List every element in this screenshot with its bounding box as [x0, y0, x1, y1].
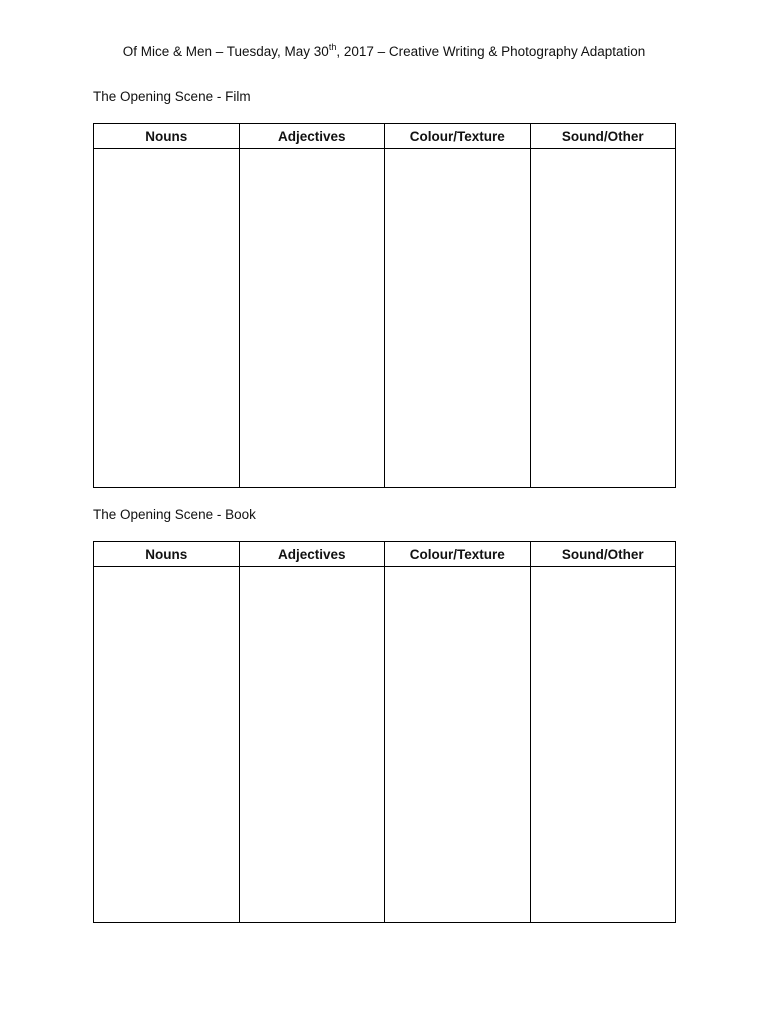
book-notes-table	[93, 541, 676, 923]
column-header-nouns: Nouns	[94, 124, 240, 149]
table-row	[94, 149, 676, 488]
title-date-suffix: th	[328, 41, 337, 52]
adjectives-cell[interactable]	[239, 567, 385, 923]
adjectives-cell[interactable]	[239, 149, 385, 488]
column-header-sound-other: Sound/Other	[530, 542, 676, 567]
column-header-adjectives: Adjectives	[239, 124, 385, 149]
nouns-cell[interactable]	[94, 149, 240, 488]
column-header-colour-texture: Colour/Texture	[385, 124, 531, 149]
table-row	[94, 567, 676, 923]
title-text: Of Mice & Men – Tuesday, May 30	[122, 44, 329, 59]
sound-other-cell[interactable]	[530, 567, 676, 923]
section-heading-book: The Opening Scene - Book	[93, 507, 256, 522]
column-header-adjectives: Adjectives	[239, 542, 385, 567]
section-heading-film: The Opening Scene - Film	[93, 89, 251, 104]
table-header-row	[94, 542, 676, 567]
column-header-nouns: Nouns	[94, 542, 240, 567]
nouns-cell[interactable]	[94, 567, 240, 923]
table-header-row	[94, 124, 676, 149]
film-notes-table	[93, 123, 676, 488]
colour-texture-cell[interactable]	[385, 149, 531, 488]
column-header-colour-texture: Colour/Texture	[385, 542, 531, 567]
sound-other-cell[interactable]	[530, 149, 676, 488]
column-header-sound-other: Sound/Other	[530, 124, 676, 149]
page-title	[0, 42, 768, 62]
title-text-rest: , 2017 – Creative Writing & Photography Adaptation	[336, 44, 646, 59]
colour-texture-cell[interactable]	[385, 567, 531, 923]
